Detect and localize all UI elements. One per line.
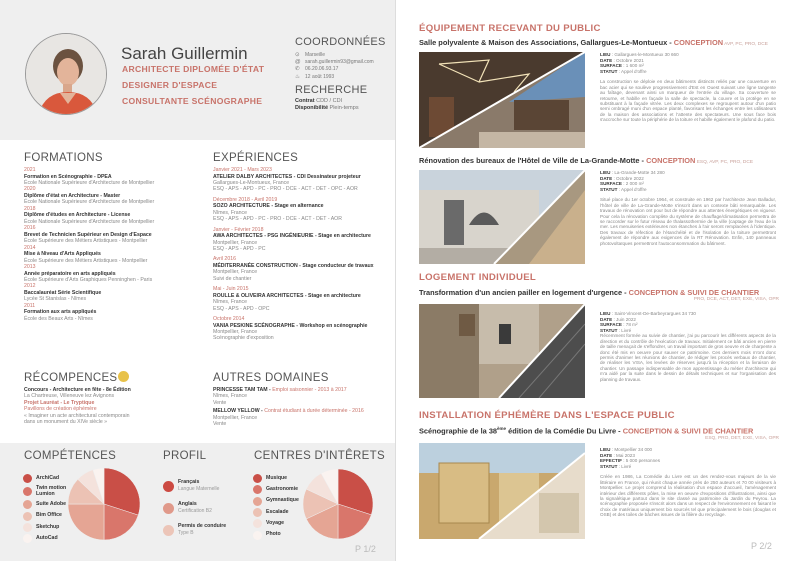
legend-label: Voyage bbox=[266, 520, 285, 527]
pie-slice-suite-adobe bbox=[68, 504, 104, 540]
experience-missions: ESQ - APS - APD - PC - PRO - DCE - ACT - DET - AOR bbox=[213, 216, 342, 223]
experiences-title: EXPÉRIENCES bbox=[213, 152, 299, 164]
legend-item bbox=[23, 484, 66, 499]
experience-company: ROULLE & OLIVEIRA ARCHITECTES bbox=[213, 292, 304, 299]
bottom-band bbox=[0, 443, 396, 561]
experience-title: ATELIER DALBY ARCHITECTES - CDI Dessinateur projeteur bbox=[213, 173, 361, 180]
legend-item bbox=[23, 473, 66, 484]
formation-item bbox=[24, 225, 194, 244]
formation-item bbox=[24, 303, 194, 322]
experience-place: Montpellier, France bbox=[213, 329, 258, 336]
legend-swatch bbox=[23, 534, 32, 543]
profil-sub: Type B bbox=[178, 529, 194, 536]
legend-label: Bim Office bbox=[36, 512, 62, 519]
autre-type: Vente bbox=[213, 421, 227, 428]
project-description: Créée en 1986, La Comédie du Livre est un des rendez-vous majeurs de la vie littéraire en France, qui réunit chaque année près de 250 auteurs et 70 00 visiteurs à Montpellier. Le projet comprend la réalisation d'un espace d'accueil, l'aménagement intérieur des différents pôles, la mise en oeuvre d'expositions d'illustrations, ainsi que la signalétique partout dans le site classé au patrimoine du Jardin du Peyrou. La scénographie proposée s'inscrit alors dans un respect de l'environnement en faisant le choix de matériaux uniquement bio sourcés tel que principalement le bois (douglas et OSB) et des toiles de bâches issues de la filière du recyclage. bbox=[600, 474, 776, 518]
award-quote-2: dans un monument du XIVe siècle » bbox=[24, 419, 108, 426]
coordonnees bbox=[295, 36, 386, 112]
profil-text bbox=[178, 502, 212, 514]
autre-title: PRINCESSE TAM TAM - Emploi saisonnier - 2013 à 2017 bbox=[213, 387, 347, 393]
formation-year: 2012 bbox=[24, 283, 36, 290]
formation-year: 2014 bbox=[24, 244, 36, 251]
legend-swatch bbox=[253, 497, 262, 506]
coord-line[interactable]: @ sarah.guillermin93@gmail.com bbox=[295, 58, 374, 65]
experience-role: Stage en alternance bbox=[274, 203, 324, 210]
experience-place: Gallargues-Le-Montueux, France bbox=[213, 180, 290, 186]
title-1: ARCHITECTE DIPLOMÉE D'ÉTAT bbox=[122, 64, 265, 74]
experience-company: VANIA PESKINE SCÉNOGRAPHE bbox=[213, 322, 295, 329]
avatar bbox=[25, 33, 107, 115]
legend-item bbox=[253, 484, 299, 495]
page-number-1: P 1/2 bbox=[355, 544, 376, 554]
profil-item bbox=[163, 475, 226, 497]
formation-item bbox=[24, 264, 194, 283]
formation-title: Diplôme d'études en Architecture - License bbox=[24, 212, 131, 219]
formations bbox=[24, 152, 194, 322]
header bbox=[0, 0, 396, 140]
experience-place: Montpellier, France bbox=[213, 239, 258, 246]
formation-school: École des Beaux Arts - Nîmes bbox=[24, 315, 93, 322]
formation-item bbox=[24, 283, 194, 302]
legend-label: Suite Adobe bbox=[36, 501, 67, 508]
section-title: ÉQUIPEMENT RECEVANT DU PUBLIC bbox=[419, 23, 601, 34]
profil-dot bbox=[163, 481, 174, 492]
phone-icon: ✆ bbox=[295, 66, 300, 73]
title-3: CONSULTANTE SCÉNOGRAPHE bbox=[122, 96, 263, 106]
experience-item bbox=[213, 256, 393, 282]
award-project: Projet Lauréat - Le Tryptique bbox=[24, 399, 95, 406]
formation-title: Mise à Niveau d'Arts Appliqués bbox=[24, 251, 101, 258]
formation-school: Lycée St Stanislas - Nîmes bbox=[24, 296, 87, 303]
project-description: Situé place du 1er octobre 1964, et construite en 1962 par l'architecte Jean Balladur, l'hôtel de ville de La-Grande-Motte s'inscrit dans un contexte bâti remarquable. Les travaux de rénovation ont pour but de répondre aux attentes énergétiques en vigueur. Pour cela la rénovation complète du système de chauffage/climatisation permettra de se raccorder sur le futur réseau de thalassothermie de la ville (captage de l'eau de la mer. Les menuiseries extérieures non étanches à l'air seront remplacées à l'identique. Des travaux de réfection de l'étanchéité et de l'isolation de la toiture permettront également de répondre aux exigences de la RT Rénovation. Enfin, 140 panneaux photovoltaïques permettront l'autoconsommation du bâtiment. bbox=[600, 197, 776, 246]
formation-year: 2020 bbox=[24, 186, 36, 193]
experience-item bbox=[213, 316, 393, 342]
formation-item bbox=[24, 245, 194, 264]
portrait-image bbox=[26, 34, 107, 115]
formation-year: 2018 bbox=[24, 205, 36, 212]
award-title: Concours - Architecture en fête - 8e Édition bbox=[24, 387, 131, 393]
project-description: La construction se déploie en deux bâtiments distincts reliés par une couverture en bac acier qui se soulève progressivement d'Est en Ouest suivant une ligne tangente au faîtage, devenant ainsi un marqueur de l'entrée du village. Sa couverture se retourne, et habille en façade la salle de spectacle, la couvre et la protège en se substituant à la façade vitrée. Les deux complexes se regroupent autour d'un patio semi ombragé muni d'un espace planté, favorisant les échanges entre les utilisateurs de la maison des associations et l'attente des spectateurs. Une sous face bois s'accroche sur toute la périphérie de la toiture et habille également le plafond du patio. bbox=[600, 79, 776, 123]
legend-label: AutoCad bbox=[36, 535, 58, 542]
experience-role: Stage en architecture bbox=[318, 233, 371, 240]
profil-title: PROFIL bbox=[163, 450, 207, 462]
profil-sub: Langue Maternelle bbox=[178, 485, 220, 492]
profil-text bbox=[178, 524, 226, 536]
legend-swatch bbox=[253, 508, 262, 517]
recherche-contrat: Contrat CDD / CDI bbox=[295, 98, 343, 105]
legend-item bbox=[253, 518, 299, 529]
formation-title: Brevet de Technicien Supérieur en Design d'Espace bbox=[24, 231, 152, 238]
project-title: Rénovation des bureaux de l'Hôtel de Ville de La-Grande-Motte - CONCEPTION ESQ, AVP, PC, PRO, DCE bbox=[419, 156, 754, 165]
project-title: Transformation d'un ancien pailler en logement d'urgence - CONCEPTION & SUIVI DE CHANTIER bbox=[419, 288, 760, 297]
experience-place: Nîmes, France bbox=[213, 299, 248, 306]
project-info: LIEU : La-Grande-Motte 34 280 DATE : Octobre 2022 SURFACE : 2 000 m² STATUT : Appel d'offre Situé place du 1er octobre 1964, et construite en 1962 par l'architecte Jean Balladur, l'hôtel de ville de La-Grande-Motte s'inscrit dans un contexte bâti remarquable. Les travaux de rénovation ont pour but de répondre aux attentes énergétiques en vigueur. Pour cela la rénovation complète du système de chauffage/climatisation permettra de se raccorder sur le futur réseau de thalassothermie de la ville (captage de l'eau de la mer. Les menuiseries extérieures non étanches à l'air seront remplacées à l'identique. Des travaux de réfection de l'étanchéité et de l'isolation de la toiture permettront également de répondre aux exigences de la RT Rénovation. Enfin, 140 panneaux photovoltaïques permettront l'autoconsommation du bâtiment. bbox=[600, 170, 776, 246]
legend-label: Photo bbox=[266, 531, 281, 538]
autre-role: Emploi saisonnier - 2013 à 2017 bbox=[272, 387, 347, 393]
coordonnees-title: COORDONNÉES bbox=[295, 36, 386, 48]
experience-role: Workshop en scénographie bbox=[299, 322, 368, 329]
formation-title: Diplôme d'état en Architecture - Master bbox=[24, 193, 121, 199]
experience-role: Stage en architecture bbox=[308, 292, 361, 299]
formation-year: 2021 bbox=[24, 167, 36, 173]
profil-dot bbox=[163, 525, 174, 536]
autre-type: Vente bbox=[213, 399, 227, 406]
formations-title: FORMATIONS bbox=[24, 152, 103, 164]
profil-label: Français bbox=[178, 479, 200, 486]
legend-item bbox=[253, 473, 299, 484]
location-icon: ⊙ bbox=[295, 51, 300, 58]
experience-date: Mai - Juin 2015 bbox=[213, 286, 249, 293]
experience-missions: ESQ - APS - APD - OPC bbox=[213, 305, 270, 312]
project-info: LIEU : Gallargues-le-Montueux 30 660 DATE : Octobre 2021 SURFACE : 1 600 m² STATUT : Appel d'offre La construction se déploie en deux bâtiments distincts reliés par une couverture en bac acier qui se soulève progressivement d'Est en Ouest suivant une ligne tangente au faîtage, devenant ainsi un marqueur de l'entrée du village. Sa couverture se retourne, et habille en façade la salle de spectacle, la couvre et la protège en se substituant à la façade vitrée. Les deux complexes se regroupent autour d'un patio semi ombragé muni d'un espace planté, favorisant les échanges entre les utilisateurs de la maison des associations et l'attente des spectateurs. Une sous face bois s'accroche sur toute la périphérie de la toiture et habille également le plafond du patio. bbox=[600, 52, 776, 123]
coord-line: ♨ 12 août 1993 bbox=[295, 73, 335, 80]
coord-line: ✆ 06.20.06.93.17 bbox=[295, 66, 339, 73]
legend-swatch bbox=[23, 474, 32, 483]
recherche-dispo: Disponibilité Plein-temps bbox=[295, 105, 359, 112]
project-missions: PRO, DCE, ACT, DET, EXE, VISA, OPR bbox=[693, 297, 779, 302]
legend-label: Escalade bbox=[266, 508, 289, 515]
legend-label: Gymnastique bbox=[266, 497, 299, 504]
competences-pie bbox=[68, 468, 140, 540]
legend-item bbox=[253, 496, 299, 507]
legend-item bbox=[253, 529, 299, 540]
project-info: LIEU : Saint-Vincent-De-Barbeyrargues 34 730 DATE : Juin 2022 SURFACE : 78 m² STATUT : Livré Récemment formée au suivie de chantier, j'ai pu parcourir les différents aspects de la direction et du contrôle de l'exécution de travaux. Initialement ce bâti ancien en pierre de taille menaçait de s'effondrer, un travail important de gros oeuvre et de charpente a donc été mis en oeuvre pour sauver ce patrimoine. Ces derniers mois m'ont donc permis d'animer les réunions de chantier, de rédiger les procès verbaux de chantier, de réaliser les VISA, les levées de réserves jusqu'à la réception et la livraison de chantier. Un passage indispensable de mon apprentissage du métier d'architecte qui m'a aidé par la suite dans le dessin de détails techniques et sur l'organisation des planning de travaux. bbox=[600, 311, 776, 382]
experience-title: AWA ARCHITECTES - PSG INGÉNIEURIE - Stage en architecture bbox=[213, 233, 371, 240]
autres-domaines bbox=[213, 372, 393, 427]
experience-place: Nîmes, France bbox=[213, 209, 248, 216]
experience-date: Janvier 2021 - Mars 2023 bbox=[213, 167, 272, 173]
profil-sub: Certification B2 bbox=[178, 507, 212, 514]
project-info: LIEU : Montpellier 34 000 DATE : Mai 2023 EFFECTIF : 5 000 personnes STATUT : Livré Créée en 1986, La Comédie du Livre est un des rendez-vous majeurs de la vie littéraire en France, qui réunit chaque année près de 250 auteurs et 70 00 visiteurs à Montpellier. Le projet comprend la réalisation d'un espace d'accueil, l'aménagement intérieur des différents pôles, la mise en oeuvre d'expositions d'illustrations, ainsi que la signalétique partout dans le site classé au patrimoine du Jardin du Peyrou. La scénographie proposée s'inscrit alors dans un respect de l'environnement en faisant le choix de matériaux uniquement bio sourcés tel que principalement le bois (douglas et OSB) et des toiles de bâches issues de la filière du recyclage. bbox=[600, 447, 776, 518]
legend-swatch bbox=[23, 487, 32, 496]
experience-date: Octobre 2014 bbox=[213, 316, 245, 323]
experience-item bbox=[213, 286, 393, 312]
experience-company: SOZO ARCHITECTURE bbox=[213, 203, 270, 210]
formation-school: École Nationale Supérieure d'Architecture de Montpellier bbox=[24, 218, 155, 225]
experience-title: MÉDITERRANÉE CONSTRUCTION - Stage conducteur de travaux bbox=[213, 263, 374, 270]
legend-item bbox=[23, 511, 66, 522]
section-title: LOGEMENT INDIVIDUEL bbox=[419, 272, 537, 283]
formation-year: 2013 bbox=[24, 264, 36, 271]
project-image bbox=[419, 170, 585, 264]
formation-item bbox=[24, 186, 194, 205]
experience-item bbox=[213, 227, 393, 253]
legend-swatch bbox=[253, 519, 262, 528]
legend-swatch bbox=[23, 523, 32, 532]
profil-label: Anglais bbox=[178, 501, 197, 508]
experience-role: CDI Dessinateur projeteur bbox=[296, 173, 361, 180]
autre-item bbox=[213, 408, 393, 427]
profil-dot bbox=[163, 503, 174, 514]
profil-text bbox=[178, 480, 219, 492]
project-image bbox=[419, 52, 585, 148]
formation-title: Formation aux arts appliqués bbox=[24, 309, 97, 316]
cake-icon: ♨ bbox=[295, 73, 300, 80]
legend-item bbox=[23, 522, 66, 533]
project-description: Récemment formée au suivie de chantier, j'ai pu parcourir les différents aspects de la direction et du contrôle de l'exécution de travaux. Initialement ce bâti ancien en pierre de taille menaçait de s'effondrer, un travail important de gros oeuvre et de charpente a donc été mis en oeuvre pour sauver ce patrimoine. Ces derniers mois m'ont donc permis d'animer les réunions de chantier, de rédiger les procès verbaux de chantier, de réaliser les VISA, les levées de réserves jusqu'à la réception et la livraison de chantier. Un passage indispensable de mon apprentissage du métier d'architecte qui m'a aidé par la suite dans le dessin de détails techniques et sur l'organisation des planning de travaux. bbox=[600, 333, 776, 382]
profil-label: Permis de conduire bbox=[178, 523, 227, 530]
experience-date: Décembre 2018 - Avril 2019 bbox=[213, 196, 278, 203]
experience-missions: Scénographie d'exposition bbox=[213, 335, 274, 342]
formation-year: 2016 bbox=[24, 225, 36, 232]
experience-company: MÉDITERRANÉE CONSTRUCTION bbox=[213, 263, 298, 270]
legend-item bbox=[23, 499, 66, 510]
formation-item bbox=[24, 206, 194, 225]
experience-title: VANIA PESKINE SCÉNOGRAPHE - Workshop en scénographie bbox=[213, 322, 368, 329]
profil-item bbox=[163, 497, 226, 519]
autre-place: Montpellier, France bbox=[213, 414, 258, 421]
page-number-2: P 2/2 bbox=[751, 541, 772, 551]
legend-swatch bbox=[253, 474, 262, 483]
experience-missions: Suivi de chantier bbox=[213, 275, 252, 282]
experience-date: Janvier - Février 2018 bbox=[213, 226, 264, 233]
legend-label: Twin motion Lumion bbox=[36, 485, 67, 497]
experience-company: AWA ARCHITECTES - PSG INGÉNIEURIE bbox=[213, 233, 314, 240]
autre-company: MELLOW YELLOW bbox=[213, 408, 260, 415]
autres-title: AUTRES DOMAINES bbox=[213, 372, 329, 384]
recherche-title: RECHERCHE bbox=[295, 84, 368, 97]
experience-place: Montpellier, France bbox=[213, 269, 258, 276]
formation-school: École Supérieure d'Arts Graphiques Penninghen - Paris bbox=[24, 277, 153, 284]
interets-title: CENTRES D'INTÊRETS bbox=[254, 450, 385, 462]
recompences-title: RÉCOMPENCES bbox=[24, 372, 118, 384]
experience-item bbox=[213, 197, 393, 223]
award-badge-icon bbox=[118, 371, 129, 382]
formation-school: École Supérieure des Métiers Artistiques - Montpellier bbox=[24, 238, 148, 245]
recompences bbox=[24, 372, 194, 425]
autre-company: PRINCESSE TAM TAM bbox=[213, 387, 268, 393]
title-2: DESIGNER D'ESPACE bbox=[122, 80, 218, 90]
project-missions: ESQ, PRO, DET, EXE, VISA, OPR bbox=[705, 436, 779, 441]
profil-item bbox=[163, 519, 226, 541]
legend-swatch bbox=[23, 500, 32, 509]
legend-label: ArchiCad bbox=[36, 474, 60, 481]
legend-swatch bbox=[23, 512, 32, 521]
experience-role: Stage conducteur de travaux bbox=[302, 263, 374, 270]
award-type: Pavillons de création éphémère bbox=[24, 406, 97, 413]
autre-item bbox=[213, 387, 393, 406]
project-image bbox=[419, 304, 585, 398]
formation-school: École Nationale Supérieure d'Architecture de Montpellier bbox=[24, 180, 155, 186]
award-place: La Chartreuse, Villeneuve lez Avignons bbox=[24, 393, 115, 400]
legend-item bbox=[253, 507, 299, 518]
award-quote-1: « Imaginer un acte architectural contemporain bbox=[24, 412, 130, 419]
formation-school: École Nationale Supérieure d'Architecture de Montpellier bbox=[24, 199, 155, 206]
formation-school: École Supérieure des Métiers Artistiques - Montpellier bbox=[24, 257, 148, 264]
experience-missions: ESQ - APS - APD - PC bbox=[213, 246, 266, 253]
name: Sarah Guillermin bbox=[121, 44, 248, 63]
legend-label: Musique bbox=[266, 474, 288, 481]
formation-item bbox=[24, 167, 194, 186]
formation-title: Baccalauréat Série Scientifique bbox=[24, 290, 102, 297]
at-icon: @ bbox=[295, 58, 301, 65]
experience-date: Avril 2016 bbox=[213, 256, 236, 263]
autre-role: Contrat étudiant à durée déterminée - 2016 bbox=[264, 408, 364, 415]
formation-title: Formation en Scénographie - DPEA bbox=[24, 173, 112, 180]
experience-item bbox=[213, 167, 393, 193]
experience-missions: ESQ - APS - APD - PC - PRO - DCE - ACT - DET - OPC - AOR bbox=[213, 186, 358, 193]
legend-swatch bbox=[253, 531, 262, 540]
competences-title: COMPÉTENCES bbox=[24, 450, 117, 462]
page-2 bbox=[397, 0, 793, 561]
section-title: INSTALLATION ÉPHÉMÈRE DANS L'ESPACE PUBLIC bbox=[419, 410, 675, 421]
formation-title: Année préparatoire en arts appliqués bbox=[24, 270, 116, 277]
interets-pie bbox=[303, 469, 373, 539]
page-1 bbox=[0, 0, 396, 561]
autre-title: MELLOW YELLOW - Contrat étudiant à durée déterminée - 2016 bbox=[213, 408, 364, 415]
legend-swatch bbox=[253, 485, 262, 494]
autre-place: Nîmes, France bbox=[213, 393, 248, 400]
legend-label: Sketchup bbox=[36, 523, 60, 530]
legend-item bbox=[23, 533, 66, 544]
coord-line: ⊙ Marseille bbox=[295, 51, 326, 58]
project-title: Scénographie de la 38ème édition de la Comédie Du Livre - CONCEPTION & SUIVI DE CHANTIER bbox=[419, 426, 754, 436]
formation-year: 2011 bbox=[24, 302, 36, 309]
legend-label: Gastronomie bbox=[266, 486, 298, 493]
experiences bbox=[213, 152, 393, 342]
experience-title: SOZO ARCHITECTURE - Stage en alternance bbox=[213, 203, 324, 210]
experience-company: ATELIER DALBY ARCHITECTES bbox=[213, 173, 293, 180]
experience-title: ROULLE & OLIVEIRA ARCHITECTES - Stage en architecture bbox=[213, 292, 361, 299]
project-image bbox=[419, 443, 585, 539]
project-title: Salle polyvalente & Maison des Associations, Gallargues-Le-Montueux - CONCEPTION AVP, PC, PRO, DCE bbox=[419, 38, 768, 47]
